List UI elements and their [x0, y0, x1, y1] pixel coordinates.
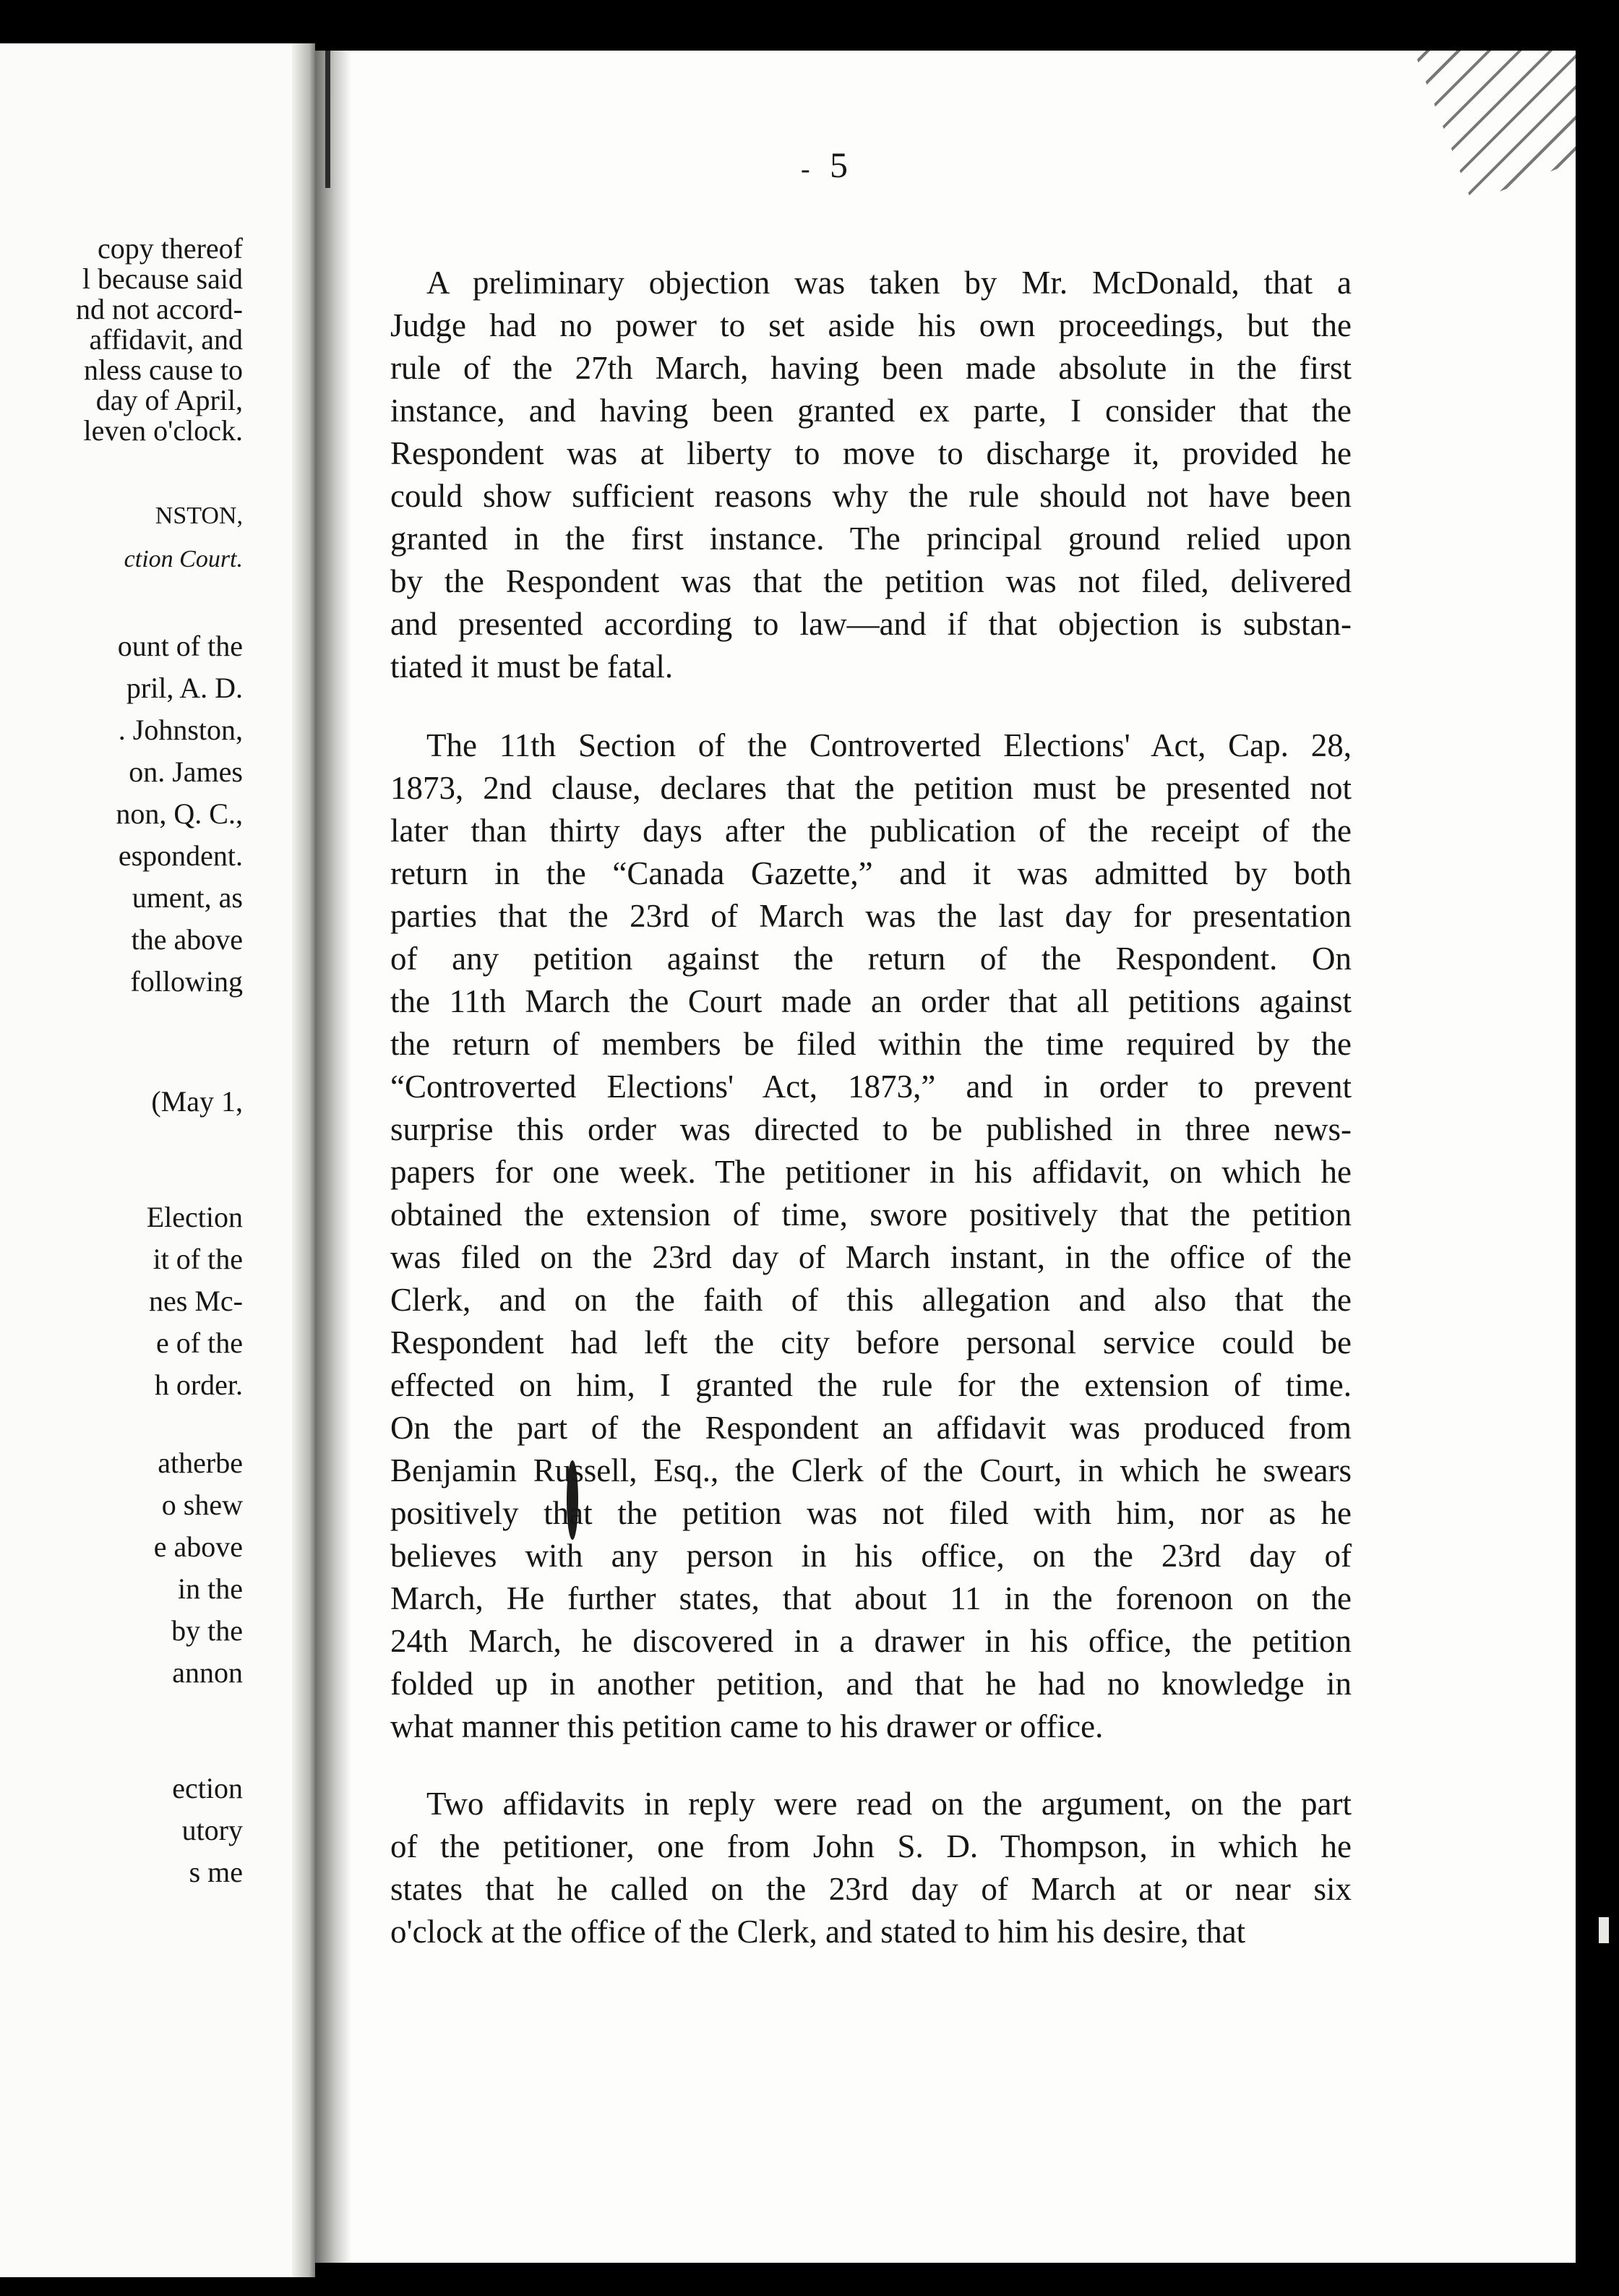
text-line: 24th March, he discovered in a drawer in his office, the petition [390, 1623, 1352, 1659]
text-line: Clerk, and on the faith of this allegation and also that the [390, 1282, 1352, 1318]
left-page-line: on. James [129, 755, 243, 788]
text-line: granted in the first instance. The principal ground relied upon [390, 521, 1352, 557]
text-line: papers for one week. The petitioner in his affidavit, on which he [390, 1154, 1352, 1190]
text-line: March, He further states, that about 11 in the forenoon on the [390, 1580, 1352, 1616]
text-line: “Controverted Elections' Act, 1873,” and in order to prevent [390, 1068, 1352, 1105]
left-page-line: annon [172, 1656, 243, 1689]
left-page-line: atherbe [158, 1447, 243, 1479]
text-line: Two affidavits in reply were read on the argument, on the part [426, 1786, 1352, 1822]
text-line: On the part of the Respondent an affidavit was produced from [390, 1410, 1352, 1446]
left-page-line: ument, as [132, 881, 243, 914]
text-line: later than thirty days after the publication of the receipt of the [390, 813, 1352, 849]
page-number-dash: - [801, 154, 810, 184]
left-page-line: copy thereof [97, 232, 243, 265]
left-page-line: e above [153, 1530, 243, 1563]
left-page-line: leven o'clock. [83, 414, 243, 447]
text-line: parties that the 23rd of March was the last day for presentation [390, 898, 1352, 934]
text-line: folded up in another petition, and that he had no knowledge in [390, 1666, 1352, 1702]
text-line: states that he called on the 23rd day of March at or near six [390, 1871, 1352, 1907]
text-line: and presented according to law—and if that objection is substan- [390, 606, 1352, 642]
left-page-line: pril, A. D. [126, 672, 243, 704]
left-page-line: e of the [156, 1327, 243, 1359]
left-page-fold [292, 43, 315, 2277]
paragraph-1 [390, 262, 1352, 688]
left-page-line: nd not accord- [75, 293, 243, 325]
text-line: return in the “Canada Gazette,” and it was admitted by both [390, 855, 1352, 891]
text-line: o'clock at the office of the Clerk, and stated to him his desire, that [390, 1914, 1246, 1950]
text-line: was filed on the 23rd day of March instant, in the office of the [390, 1239, 1352, 1275]
gutter-shadow [315, 51, 351, 2263]
left-page-line: in the [178, 1572, 243, 1605]
text-line: by the Respondent was that the petition was not filed, delivered [390, 563, 1352, 599]
text-line: rule of the 27th March, having been made absolute in the first [390, 350, 1352, 386]
text-line: Respondent was at liberty to move to discharge it, provided he [390, 435, 1352, 471]
gutter-mark [325, 51, 330, 188]
text-line: positively that the petition was not filed with him, nor as he [390, 1495, 1352, 1531]
left-page-line: s me [189, 1856, 243, 1888]
left-page-line: . Johnston, [118, 714, 243, 746]
left-page-line: ection [172, 1772, 243, 1804]
paragraph-3 [390, 1783, 1352, 1953]
text-line: effected on him, I granted the rule for the extension of time. [390, 1367, 1352, 1403]
left-page-line: following [130, 965, 243, 998]
left-page-line: it of the [153, 1243, 243, 1275]
text-line: obtained the extension of time, swore positively that the petition [390, 1196, 1352, 1233]
text-line: instance, and having been granted ex parte, I consider that the [390, 393, 1352, 429]
left-page-line: by the [171, 1614, 243, 1647]
left-page-line: nless cause to [84, 354, 243, 386]
left-page-line: utory [181, 1814, 243, 1846]
left-page-line: day of April, [95, 384, 243, 416]
torn-corner [1414, 51, 1576, 202]
left-page-line: affidavit, and [89, 323, 243, 356]
text-line: 1873, 2nd clause, declares that the petition must be presented not [390, 770, 1352, 806]
left-page-line: NSTON, [155, 502, 243, 529]
text-line: The 11th Section of the Controverted Elections' Act, Cap. 28, [426, 727, 1352, 763]
text-line: surprise this order was directed to be published in three news- [390, 1111, 1352, 1147]
left-page-line: l because said [82, 262, 243, 295]
text-line: A preliminary objection was taken by Mr. McDonald, that a [426, 265, 1352, 301]
text-line: Judge had no power to set aside his own proceedings, but the [390, 307, 1352, 343]
left-page-line: ount of the [117, 630, 243, 662]
left-page-line: (May 1, [151, 1085, 243, 1118]
text-line: of any petition against the return of the Respondent. On [390, 941, 1352, 977]
text-line: Respondent had left the city before personal service could be [390, 1324, 1352, 1361]
text-line: the return of members be filed within the time required by the [390, 1026, 1352, 1062]
left-page-line: Election [146, 1201, 243, 1233]
left-page-line: o shew [161, 1488, 243, 1521]
left-page-line: the above [131, 923, 243, 956]
left-page-line: ction Court. [124, 546, 243, 573]
left-page-line: espondent. [118, 839, 243, 872]
text-line: the 11th March the Court made an order that all petitions against [390, 983, 1352, 1019]
page-number: 5 [830, 145, 848, 185]
left-page-line: non, Q. C., [116, 797, 243, 830]
text-line: Benjamin Russell, Esq., the Clerk of the Court, in which he swears [390, 1452, 1352, 1488]
text-line: believes with any person in his office, on the 23rd day of [390, 1538, 1352, 1574]
left-page-line: h order. [154, 1368, 243, 1401]
text-line: of the petitioner, one from John S. D. Thompson, in which he [390, 1828, 1352, 1864]
paragraph-2 [390, 724, 1352, 1748]
text-line: what manner this petition came to his drawer or office. [390, 1708, 1104, 1744]
left-page-line: nes Mc- [149, 1285, 243, 1317]
edge-mark [1599, 1917, 1609, 1943]
text-line: could show sufficient reasons why the rule should not have been [390, 478, 1352, 514]
left-page [0, 43, 315, 2277]
text-line: tiated it must be fatal. [390, 648, 674, 685]
